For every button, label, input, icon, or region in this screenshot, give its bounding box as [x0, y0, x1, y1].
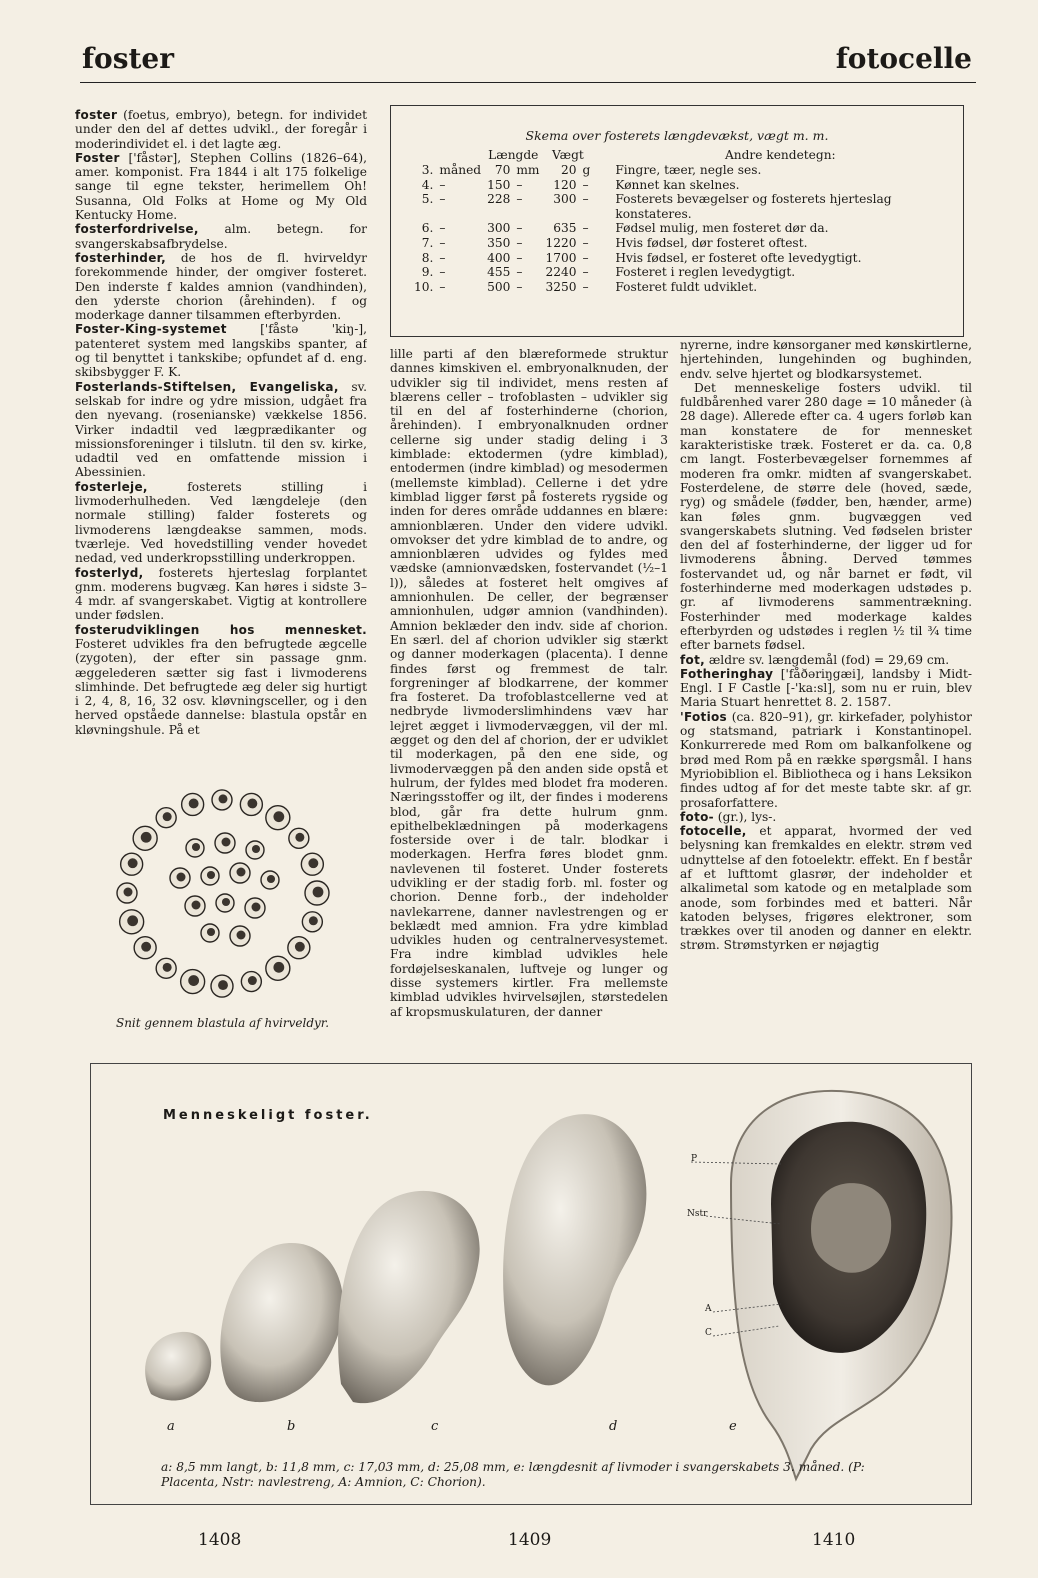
- blastula-nucleus: [237, 931, 246, 940]
- table-row: [411, 236, 948, 251]
- label-a: a: [167, 1419, 175, 1434]
- entry-body: fosterets stilling i livmoderhulheden. Ved længdeleje (den normale stilling) falder fosterets og livmoderens længdeakse sammen, mods. tværleje. Ved hovedstilling vender hovedet nedad, ved underkropsstilling underkroppen.: [75, 479, 367, 566]
- entry-body: (ca. 820–91), gr. kirkefader, polyhistor og statsmand, patriark i Konstantinopel. Konkurrerede med Rom om balkanfolkene og brød med Rom på en række spørgsmål. I hans Myriobiblion el. Bibliotheca og i hans Leksikon findes udtog af for det meste tabte skr. af gr. prosaforfattere.: [680, 709, 972, 810]
- table-cell-d: Hvis fødsel, er fosteret ofte levedygtigt.: [615, 250, 862, 265]
- header-left-word: foster: [82, 42, 174, 75]
- label-b: b: [287, 1419, 296, 1434]
- blastula-nucleus: [218, 980, 228, 990]
- blastula-nucleus: [308, 858, 318, 868]
- table-cell-lu: –: [516, 221, 523, 236]
- blastula-nucleus: [163, 963, 172, 972]
- growth-table: [411, 148, 948, 294]
- page-number-middle: 1409: [508, 1530, 552, 1550]
- blastula-nucleus: [237, 868, 246, 877]
- page-number-right: 1410: [812, 1530, 856, 1550]
- dictionary-entry: [75, 108, 367, 151]
- table-cell-m: 3.: [421, 163, 434, 177]
- table-cell-d: Fosteret i reglen levedygtigt.: [615, 265, 796, 280]
- table-row: [411, 251, 948, 266]
- plate-title: Menneskeligt foster.: [163, 1108, 373, 1123]
- table-cell-m: 5.: [421, 192, 434, 207]
- blastula-nucleus: [252, 845, 260, 853]
- table-row: [411, 265, 948, 280]
- header-rule: [80, 82, 976, 83]
- table-cell-unit: –: [439, 221, 446, 236]
- label-d: d: [609, 1419, 618, 1434]
- table-cell-lu: –: [516, 192, 523, 207]
- blastula-nucleus: [247, 799, 257, 809]
- table-cell-d: Fosteret fuldt udviklet.: [615, 279, 758, 294]
- table-cell-l: 70: [494, 163, 511, 177]
- header-right-word: fotocelle: [835, 42, 972, 75]
- blastula-nucleus: [313, 887, 324, 898]
- table-body: [411, 163, 948, 294]
- blastula-nucleus: [295, 942, 305, 952]
- entry-body: fosterets hjerteslag forplantet gnm. moderens bugvæg. Kan høres i sidste 3–4 mdr. af svangerskabet. Vigtig at kontrollere under fødslen.: [75, 565, 367, 623]
- blastula-illustration: [100, 788, 345, 1013]
- entry-body: alm. betegn. for svangerskabsafbrydelse.: [75, 222, 367, 251]
- table-cell-wu: –: [582, 235, 589, 250]
- table-row: [411, 192, 948, 221]
- entry-headword: fosterlyd,: [75, 565, 144, 580]
- table-cell-l: 300: [487, 221, 511, 236]
- dictionary-entry: [680, 810, 972, 824]
- table-cell-d: Hvis fødsel, dør fosteret oftest.: [615, 235, 808, 250]
- table-cell-l: 228: [487, 192, 511, 207]
- table-cell-lu: –: [516, 265, 523, 280]
- blastula-nucleus: [207, 928, 215, 936]
- blastula-nucleus: [309, 916, 318, 925]
- entry-headword: fot,: [680, 652, 705, 667]
- table-cell-w: 3250: [545, 279, 577, 294]
- entry-body: Fosteret udvikles fra den befrugtede ægcelle (zygoten), der efter sin passage gnm. æggelederen sætter sig fast i livmoderens slimhinde. Det befrugtede æg deler sig hurtigt i 2, 4, 8, 16, 32 osv. kløvningsceller, og i den herved opståede dannelse: blastula opstår en kløvningshule. På et: [75, 636, 367, 737]
- table-cell-lu: mm: [516, 163, 540, 177]
- entry-body: de hos de fl. hvirveldyr forekommende hinder, der omgiver fosteret. Den inderste f kaldes amnion (vandhinden), den yderste chorion (årehinden). f og moderkage danner tilsammen efterbyrden.: [75, 250, 367, 323]
- table-cell-d: Fosterets bevægelser og fosterets hjerteslag konstateres.: [615, 192, 892, 221]
- label-e: e: [729, 1419, 737, 1434]
- table-cell-d: Fingre, tæer, negle ses.: [615, 163, 762, 177]
- table-cell-l: 350: [487, 235, 511, 250]
- embryo-a: [145, 1332, 211, 1401]
- blastula-nucleus: [127, 915, 138, 926]
- entry-headword: fosterudviklingen hos mennesket.: [75, 622, 367, 637]
- table-row: [411, 280, 948, 295]
- table-row: [411, 163, 948, 178]
- table-cell-unit: –: [439, 177, 446, 192]
- table-cell-w: 2240: [545, 265, 577, 280]
- table-cell-w: 635: [553, 221, 577, 236]
- entry-body: et apparat, hvormed der ved belysning kan fremkaldes en elektr. strøm ved udnyttelse af den fotoelektr. effekt. En f består af et lufttomt glasrør, der indeholder et alkalimetal som katode og en metalplade som anode, som forbindes med et batteri. Når katoden belyses, frigøres elektroner, som trækkes over til anoden og danner en elektr. strøm. Strømstyrken er nøjagtig: [680, 824, 972, 953]
- entry-headword: Foster-King-systemet: [75, 322, 227, 337]
- column-1: [75, 108, 367, 790]
- entry-headword: fosterhinder,: [75, 250, 166, 265]
- table-cell-unit: –: [439, 265, 446, 280]
- table-row: [411, 221, 948, 236]
- label-c: c: [431, 1419, 439, 1434]
- blastula-nucleus: [141, 832, 152, 843]
- table-cell-l: 455: [487, 265, 511, 280]
- entry-body: ['fåstər], Stephen Collins (1826–64), amer. komponist. Fra 1844 i alt 175 folkelige sange til egne tekster, herimellem Oh! Susanna, Old Folks at Home og My Old Kentucky Home.: [75, 150, 367, 223]
- blastula-nucleus: [192, 901, 201, 910]
- table-cell-w: 20: [560, 163, 577, 177]
- column-2: [390, 347, 668, 1037]
- growth-table-box: [390, 105, 964, 337]
- table-cell-d: Fødsel mulig, men fosteret dør da.: [615, 221, 829, 236]
- table-cell-l: 400: [487, 250, 511, 265]
- dictionary-entry: [75, 151, 367, 222]
- blastula-nucleus: [192, 843, 200, 851]
- embryo-c: [338, 1191, 480, 1403]
- dictionary-entry: [680, 824, 972, 953]
- table-cell-wu: –: [582, 265, 589, 280]
- body-paragraph: Det menneskelige fosters udvikl. til fuldbårenhed varer 280 dage = 10 måneder (à 28 dage). Allerede efter ca. 4 ugers forløb kan man konstatere de for mennesket karakteristiske træk. Fosteret er da. ca. 0,8 cm langt. Fosterbevægelser fornemmes af moderen fra omkr. midten af svangerskabet. Fosterdelene, de større dele (hoved, sæde, ryg) og smådele (fødder, ben, hænder, arme) kan føles gnm. bugvæggen ved svangerskabets slutning. Ved fødselen brister den del af fosterhinderne, der ligger ud for livmoderens åbning. Derved tømmes fostervandet ud, og når barnet er født, vil fosterhinderne med moderkagen udstødes p. gr. af livmoderens sammentrækning. Fosterhinder med moderkage kaldes efterbyrden og udstødes i reglen ½ til ¾ time efter barnets fødsel.: [680, 380, 972, 653]
- dictionary-entry: [75, 222, 367, 251]
- header-other: Andre kendetegn:: [724, 148, 836, 162]
- table-cell-w: 120: [553, 177, 577, 192]
- dictionary-entry: [75, 380, 367, 480]
- table-cell-lu: –: [516, 177, 523, 192]
- blastula-nucleus: [222, 898, 230, 906]
- blastula-nucleus: [252, 903, 261, 912]
- dictionary-entry: [75, 623, 367, 737]
- blastula-nucleus: [219, 794, 228, 803]
- blastula-nucleus: [177, 873, 186, 882]
- entry-headword: Fotheringhay: [680, 666, 774, 681]
- table-cell-l: 500: [487, 279, 511, 294]
- dictionary-entry: [680, 653, 972, 667]
- table-cell-lu: –: [516, 250, 523, 265]
- table-row: [411, 178, 948, 193]
- blastula-nucleus: [222, 838, 231, 847]
- dictionary-entry: [680, 667, 972, 710]
- table-cell-m: 10.: [414, 279, 434, 294]
- marker-p: P: [691, 1154, 698, 1164]
- entry-body: ['fåstə 'kiŋ-], patenteret system med langskibs spanter, af og til benyttet i tankskibe; opfundet af d. eng. skibsbygger F. K.: [75, 322, 367, 380]
- table-cell-unit: –: [439, 250, 446, 265]
- table-cell-unit: –: [439, 235, 446, 250]
- table-cell-m: 8.: [421, 250, 434, 265]
- entry-body: ældre sv. længdemål (fod) = 29,69 cm.: [704, 652, 950, 667]
- blastula-nucleus: [141, 942, 151, 952]
- table-header-row: [411, 148, 948, 163]
- entry-body: (gr.), lys-.: [713, 809, 777, 824]
- table-cell-unit: –: [439, 192, 446, 207]
- plate-caption: a: 8,5 mm langt, b: 11,8 mm, c: 17,03 mm, d: 25,08 mm, e: længdesnit af livmoder i svangerskabets 3. måned. (P: Placenta, Nstr: navlestreng, A: Amnion, C: Chorion).: [161, 1460, 865, 1489]
- blastula-caption: Snit gennem blastula af hvirveldyr.: [115, 1016, 330, 1030]
- dictionary-entry: [75, 322, 367, 379]
- embryo-plate: [90, 1063, 972, 1505]
- table-cell-wu: –: [582, 250, 589, 265]
- body-paragraph: lille parti af den blæreformede struktur dannes kimskiven el. embryonalknuden, der udvikler sig til individet, mens resten af blærens celler – trofoblasten – udvikler sig til en del af fosterhinderne (chorion, årehinden). I embryonalknuden ordner cellerne sig under stadig deling i 3 kimblade: ektodermen (ydre kimblad), entodermen (indre kimblad) og mesodermen (mellemste kimblad). Cellerne i det ydre kimblad ligger først på fosterets rygside og inden for deres område uddannes en blære: amnionblæren. Under den videre udvikl. omvokser det ydre kimblad de to andre, og amnionblæren udvides og fyldes med vædske (amnionvædsken, fostervandet (½–1 l)), således at fosteret helt omgives af amnionhulen. De celler, der begrænser amnionhulen, udgør amnion (vandhinden). Amnion beklæder den indv. side af chorion. En særl. del af chorion udvikler sig stærkt og danner moderkagen (placenta). I denne findes først og fremmest de talr. forgreninger af blodkarrene, der kommer fra fosteret. Da trofoblastcellerne ved at nedbryde livmoderslimhindens væv har lejret ægget i livmodervæggen, vil der ml. ægget og den del af chorion, der er udviklet til moderkagen, på den ene side, og livmodervæggen på den anden side opstå et hulrum, der fyldes med blodet fra moderen. Næringsstoffer og ilt, der findes i moderens blod, går fra dette hulrum gnm. epithelbeklædningen på moderkagens fosterside over i de talr. blodkar i moderkagen. Herfra føres blodet gnm. navlevenen til fosteret. Under fosterets udvikling er der stadig forb. ml. foster og chorion. Denne forb., der indeholder navlekarrene, danner navlestrengen og er beklædt med amnion. Fra ydre kimblad udvikles huden og centralnervesystemet. Fra indre kimblad udvikles hele fordøjelseskanalen, luftveje og lunger og disse systemers kirtler. Fra mellemste kimblad udvikles hvirvelsøjlen, størstedelen af kropsmuskulaturen, der danner: [390, 347, 668, 1019]
- marker-nstr: Nstr: [687, 1209, 708, 1219]
- column-3: [680, 338, 972, 1038]
- entry-headword: Foster: [75, 150, 120, 165]
- table-cell-wu: –: [582, 192, 589, 207]
- blastula-nucleus: [273, 962, 284, 973]
- blastula-nucleus: [295, 833, 304, 842]
- table-cell-w: 1220: [545, 235, 577, 250]
- table-cell-w: 1700: [545, 250, 577, 265]
- embryo-d: [503, 1114, 646, 1385]
- table-cell-wu: g: [582, 163, 591, 177]
- dictionary-entry: [75, 480, 367, 566]
- blastula-nucleus: [267, 875, 275, 883]
- entry-headword: fosterfordrivelse,: [75, 222, 199, 237]
- blastula-nucleus: [163, 812, 172, 821]
- growth-table-title: Skema over fosterets længdevækst, vægt m. m.: [525, 128, 829, 143]
- table-cell-lu: –: [516, 235, 523, 250]
- table-cell-d: Kønnet kan skelnes.: [615, 177, 740, 192]
- dictionary-entry: [75, 251, 367, 322]
- table-cell-wu: –: [582, 177, 589, 192]
- dictionary-entry: [680, 710, 972, 810]
- entry-headword: fotocelle,: [680, 824, 747, 839]
- blastula-nucleus: [248, 976, 257, 985]
- blastula-cells: [117, 790, 329, 997]
- table-cell-m: 4.: [421, 177, 434, 192]
- embryo-illustration: [91, 1064, 971, 1504]
- entry-headword: Fosterlands-Stiftelsen, Evangeliska,: [75, 379, 339, 394]
- table-cell-m: 7.: [421, 235, 434, 250]
- blastula-nucleus: [124, 888, 133, 897]
- entry-headword: foster: [75, 108, 118, 122]
- header-weight: Vægt: [551, 148, 584, 162]
- embryo-b: [220, 1243, 343, 1402]
- blastula-nucleus: [273, 811, 284, 822]
- table-cell-w: 300: [553, 192, 577, 207]
- fetus-in-section: [811, 1183, 891, 1273]
- dictionary-entry: [75, 566, 367, 623]
- table-cell-unit: –: [439, 279, 446, 294]
- blastula-nucleus: [188, 975, 199, 986]
- blastula-nucleus: [207, 871, 215, 879]
- table-cell-m: 9.: [421, 265, 434, 280]
- table-cell-wu: –: [582, 221, 589, 236]
- body-paragraph: nyrerne, indre kønsorganer med kønskirtlerne, hjertehinden, lungehinden og bughinden, endv. selve hjertet og blodkarsystemet.: [680, 338, 972, 381]
- entry-body: ['fåðəriŋgæi], landsby i Midt-Engl. I F Castle [-'ka:sl], som nu er ruin, blev Maria Stuart henrettet 8. 2. 1587.: [680, 666, 972, 710]
- table-cell-unit: måned: [439, 163, 482, 177]
- blastula-nucleus: [189, 799, 199, 809]
- entry-headword: foto-: [680, 809, 714, 824]
- table-cell-m: 6.: [421, 221, 434, 236]
- marker-c: C: [705, 1328, 712, 1338]
- page-number-left: 1408: [198, 1530, 242, 1550]
- blastula-nucleus: [128, 858, 138, 868]
- entry-headword: 'Fotios: [680, 709, 727, 724]
- entry-body: sv. selskab for indre og ydre mission, udgået fra den nyevang. (rosenianske) vækkelse 1856. Virker indadtil ved lægprædikanter og missionsforeninger i tilslutn. til den sv. kirke, udadtil ved en omfattende mission i Abessinien.: [75, 379, 367, 480]
- header-length: Længde: [488, 148, 539, 162]
- table-cell-wu: –: [582, 279, 589, 294]
- entry-headword: fosterleje,: [75, 479, 148, 494]
- marker-a: A: [705, 1304, 712, 1314]
- entry-body: (foetus, embryo), betegn. for individet under den del af dettes udvikl., der foregår i moderindividet el. i det lagte æg.: [75, 108, 367, 151]
- table-cell-lu: –: [516, 279, 523, 294]
- table-cell-l: 150: [487, 177, 511, 192]
